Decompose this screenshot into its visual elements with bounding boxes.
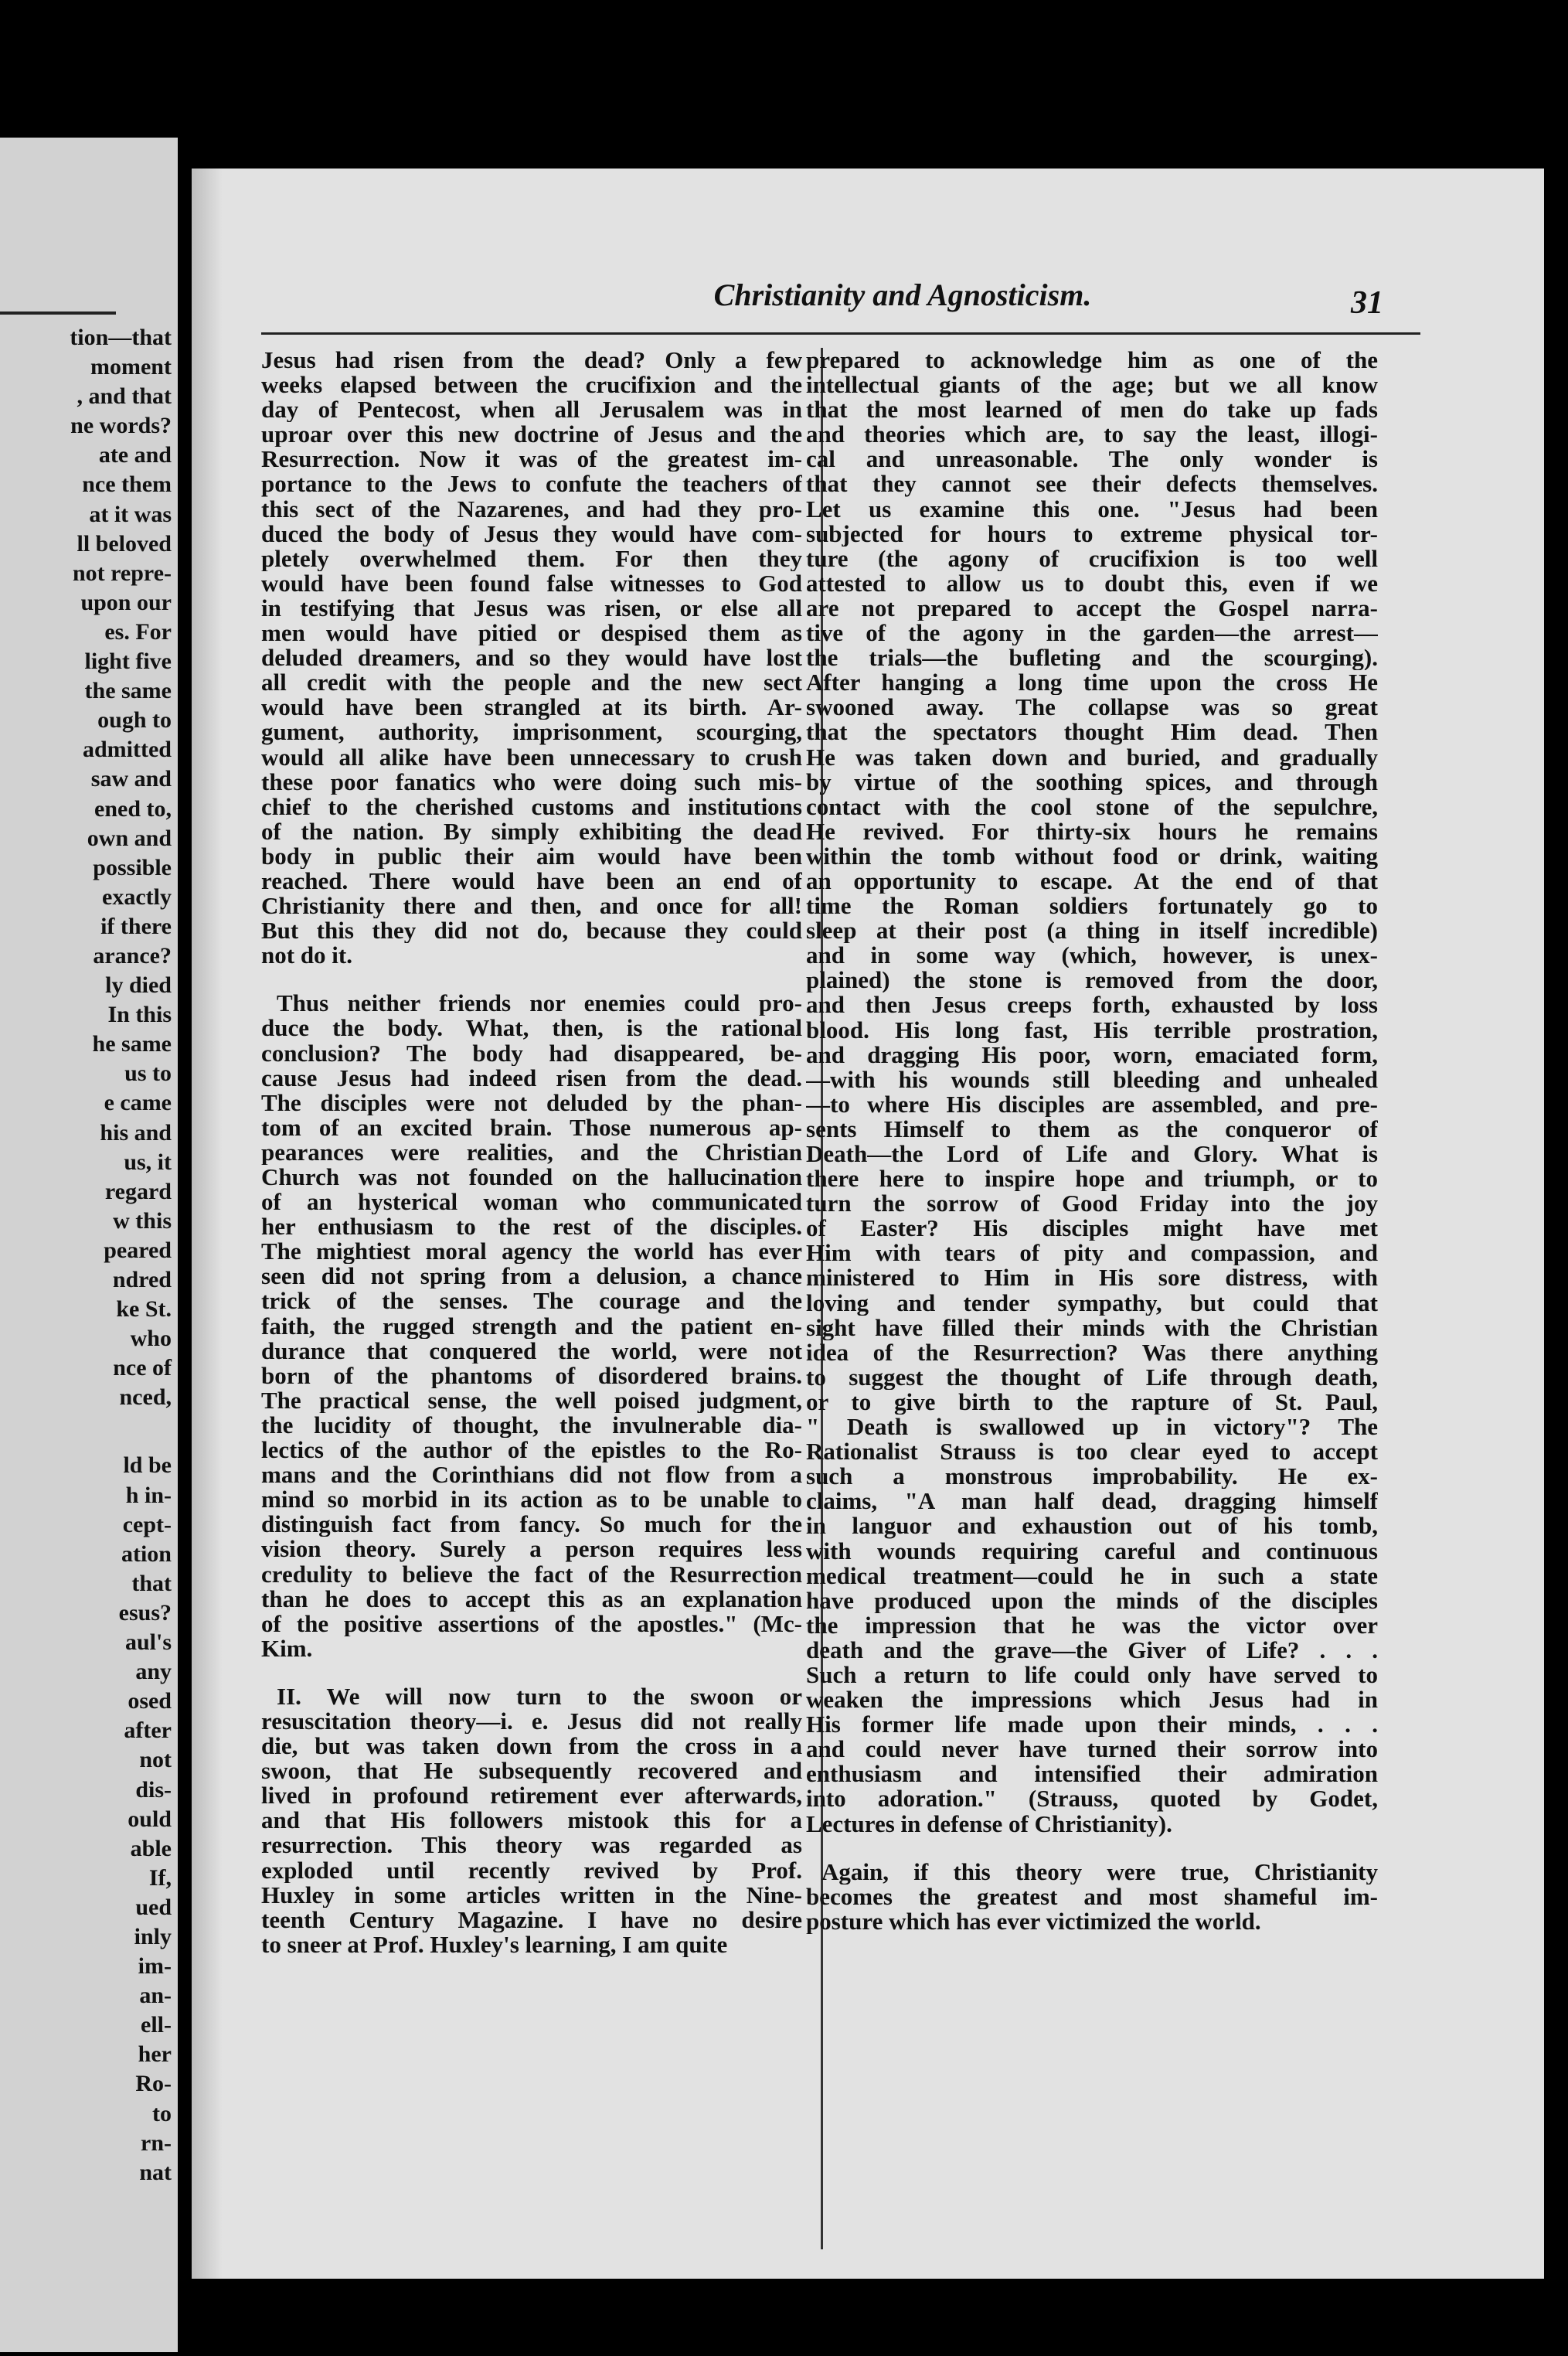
facing-page-line: nce of [113, 1355, 172, 1381]
text-line: mans and the Corinthians did not flow from a [261, 1462, 802, 1488]
text-line: sents Himself to them as the conqueror of [806, 1116, 1378, 1142]
text-line: in testifying that Jesus was risen, or else all [261, 595, 802, 621]
text-line: these poor fanatics who were doing such mis- [261, 769, 802, 795]
facing-page-line: if there [100, 913, 172, 939]
text-line: becomes the greatest and most shameful im- [806, 1884, 1378, 1909]
text-line: medical treatment—could he in such a state [806, 1563, 1378, 1588]
text-line: with wounds requiring careful and continuous [806, 1538, 1378, 1564]
text-line: duced the body of Jesus they would have com- [261, 521, 802, 546]
text-line: or to give birth to the rapture of St. Paul, [806, 1389, 1378, 1415]
book-page [192, 169, 1544, 2279]
facing-page-line: that [131, 1570, 172, 1596]
text-line: resurrection. This theory was regarded as [261, 1833, 802, 1858]
text-line: Such a return to life could only have served to [806, 1662, 1378, 1688]
text-line: plained) the stone is removed from the door, [806, 968, 1378, 993]
text-line: that the most learned of men do take up fads [806, 397, 1378, 423]
text-line: But this they did not do, because they could [261, 918, 802, 944]
facing-page-line: ough to [97, 707, 172, 734]
header-rule [261, 332, 1420, 335]
facing-page-rule [0, 312, 116, 315]
text-line: duce the body. What, then, is the rational [261, 1016, 802, 1041]
text-line: not do it. [261, 943, 352, 969]
text-line: pearances were realities, and the Christian [261, 1139, 802, 1165]
facing-page-line: , and that [77, 383, 172, 410]
text-line: and that His followers mistook this for a [261, 1808, 802, 1833]
text-line: loving and tender sympathy, but could that [806, 1290, 1378, 1316]
facing-page-line: his and [100, 1119, 172, 1146]
text-line: and could never have turned their sorrow into [806, 1737, 1378, 1762]
text-line: portance to the Jews to confute the teachers of [261, 472, 802, 497]
text-line: enthusiasm and intensified their admiration [806, 1762, 1378, 1787]
facing-page-line: who [130, 1326, 172, 1352]
text-line: that they cannot see their defects themselves. [806, 472, 1378, 497]
facing-page-line: the same [84, 678, 172, 704]
text-line: Rationalist Strauss is too clear eyed to accept [806, 1439, 1378, 1465]
facing-page-line: h in- [125, 1482, 172, 1508]
facing-page-line: ke St. [116, 1296, 172, 1323]
text-line: that the spectators thought Him dead. Then [806, 720, 1378, 745]
text-line: The mightiest moral agency the world has ever [261, 1239, 802, 1265]
facing-page-line: own and [87, 825, 172, 851]
text-line: in languor and exhaustion out of his tomb, [806, 1513, 1378, 1539]
text-line: Thus neither friends nor enemies could pro- [277, 991, 802, 1016]
text-line: uproar over this new doctrine of Jesus and the [261, 422, 802, 448]
text-line: Let us examine this one. "Jesus had been [806, 496, 1378, 522]
paragraph-gap [261, 968, 802, 991]
text-line: Death—the Lord of Life and Glory. What is [806, 1142, 1378, 1167]
facing-page-line: admitted [83, 737, 172, 763]
facing-page-line: ened to, [94, 795, 172, 822]
text-line: gument, authority, imprisonment, scourging, [261, 720, 802, 745]
text-line: such a monstrous improbability. He ex- [806, 1464, 1378, 1490]
text-line: body in public their aim would have been [261, 843, 802, 869]
text-line: After hanging a long time upon the cross He [806, 670, 1378, 696]
text-line: contact with the cool stone of the sepulchre, [806, 794, 1378, 819]
facing-page-line: exactly [102, 884, 172, 910]
text-line: of the positive assertions of the apostles." (Mc- [261, 1611, 802, 1636]
text-line: of Easter? His disciples might have met [806, 1216, 1378, 1241]
text-line: Lectures in defense of Christianity). [806, 1811, 1172, 1837]
text-line: durance that conquered the world, were not [261, 1338, 802, 1364]
facing-page-line: ell- [141, 2012, 172, 2038]
text-line: swooned away. The collapse was so great [806, 695, 1378, 720]
text-line: attested to allow us to doubt this, even if we [806, 570, 1378, 596]
facing-page-line: he same [92, 1031, 172, 1057]
text-line: sight have filled their minds with the Christian [806, 1315, 1378, 1340]
text-line: than he does to accept this as an explanation [261, 1586, 802, 1612]
text-line: there here to inspire hope and triumph, or to [806, 1166, 1378, 1192]
text-line: Him with tears of pity and compassion, and [806, 1241, 1378, 1266]
facing-page-line: ld be [123, 1452, 172, 1479]
facing-page-line: ne words? [70, 413, 172, 439]
text-line: weeks elapsed between the crucifixion and the [261, 373, 802, 398]
facing-page-line: us to [124, 1061, 172, 1087]
text-line: within the tomb without food or drink, waiting [806, 843, 1378, 869]
facing-page-line: Ro- [135, 2071, 172, 2097]
facing-page-line: ould [128, 1806, 172, 1832]
text-line: this sect of the Nazarenes, and had they pro- [261, 496, 802, 522]
text-line: II. We will now turn to the swoon or [277, 1684, 802, 1709]
facing-page-line: ly died [105, 972, 172, 999]
text-line: would have been found false witnesses to God [261, 570, 802, 596]
text-line: reached. There would have been an end of [261, 868, 802, 894]
text-line: would all alike have been unnecessary to crush [261, 744, 802, 770]
text-line: cal and unreasonable. The only wonder is [806, 447, 1378, 472]
text-line: have produced upon the minds of the disciples [806, 1588, 1378, 1613]
text-line: time the Roman soldiers fortunately go to [806, 894, 1378, 919]
text-line: Kim. [261, 1636, 313, 1661]
text-line: He revived. For thirty-six hours he remains [806, 819, 1378, 844]
text-line: distinguish fact from fancy. So much for the [261, 1512, 802, 1537]
facing-page-line: at it was [89, 501, 172, 527]
text-line: turn the sorrow of Good Friday into the joy [806, 1191, 1378, 1217]
facing-page-line: an- [139, 1983, 172, 2009]
right-column [806, 348, 1378, 1934]
facing-page-line: im- [138, 1953, 172, 1980]
text-line: tive of the agony in the garden—the arrest— [806, 621, 1378, 646]
text-line: deluded dreamers, and so they would have lost [261, 645, 802, 671]
text-line: to sneer at Prof. Huxley's learning, I am quite [261, 1932, 728, 1957]
facing-page-line: In this [107, 1002, 172, 1028]
text-line: mind so morbid in its action as to be unable to [261, 1487, 802, 1513]
text-line: The disciples were not deluded by the phan- [261, 1090, 802, 1115]
text-line: an opportunity to escape. At the end of that [806, 868, 1378, 894]
facing-page-line: able [130, 1835, 172, 1861]
text-line: and dragging His poor, worn, emaciated form, [806, 1042, 1378, 1067]
facing-page-line: her [138, 2041, 172, 2068]
text-line: intellectual giants of the age; but we all know [806, 373, 1378, 398]
facing-page-line: tion—that [70, 325, 172, 350]
facing-page-line: cept- [122, 1511, 172, 1537]
text-line: the trials—the bufleting and the scourging). [806, 645, 1378, 671]
text-line: faith, the rugged strength and the patient en- [261, 1313, 802, 1339]
facing-page-line: not repre- [72, 560, 172, 586]
facing-page-text [17, 323, 172, 2187]
facing-page-line: ued [135, 1894, 172, 1920]
text-line: the lucidity of thought, the invulnerable dia- [261, 1412, 802, 1438]
facing-page-line: nce them [82, 472, 172, 498]
text-line: Resurrection. Now it was of the greatest im- [261, 447, 802, 472]
text-line: teenth Century Magazine. I have no desire [261, 1907, 802, 1932]
text-line: are not prepared to accept the Gospel narra- [806, 595, 1378, 621]
facing-page-line: possible [93, 854, 172, 880]
text-line: " Death is swallowed up in victory"? The [806, 1415, 1378, 1440]
facing-page-line: ndred [112, 1267, 172, 1292]
text-line: prepared to acknowledge him as one of the [806, 348, 1378, 373]
text-line: of an hysterical woman who communicated [261, 1190, 802, 1215]
text-line: cause Jesus had indeed risen from the dead. [261, 1065, 802, 1091]
left-column [261, 348, 802, 1957]
text-line: sleep at their post (a thing in itself incredible) [806, 918, 1378, 944]
facing-page-line: rn- [141, 2130, 172, 2156]
text-line: and then Jesus creeps forth, exhausted by loss [806, 992, 1378, 1018]
facing-page-line: inly [134, 1923, 172, 1949]
facing-page-line: arance? [93, 942, 172, 969]
facing-page-line: nat [139, 2159, 172, 2185]
text-line: swoon, that He subsequently recovered and [261, 1758, 802, 1784]
facing-page-line: to [152, 2100, 172, 2126]
text-line: —with his wounds still bleeding and unhealed [806, 1067, 1378, 1092]
text-line: and theories which are, to say the least, illogi- [806, 422, 1378, 448]
text-line: posture which has ever victimized the world. [806, 1908, 1261, 1934]
text-line: day of Pentecost, when all Jerusalem was in [261, 397, 802, 423]
text-line: chief to the cherished customs and institutions [261, 794, 802, 819]
paragraph-gap [261, 1661, 802, 1684]
text-line: pletely overwhelmed them. For then they [261, 546, 802, 571]
text-line: into adoration." (Strauss, quoted by Godet, [806, 1786, 1378, 1812]
text-line: Christianity there and then, and once for all! [261, 894, 802, 919]
page-number: 31 [1351, 285, 1383, 321]
text-line: Jesus had risen from the dead? Only a few [261, 348, 802, 373]
text-line: vision theory. Surely a person requires less [261, 1537, 802, 1562]
facing-page-line: nced, [119, 1384, 172, 1411]
facing-page-line: any [135, 1659, 172, 1685]
paragraph-gap [806, 1837, 1378, 1860]
text-line: and in some way (which, however, is unex- [806, 943, 1378, 969]
text-line: idea of the Resurrection? Was there anything [806, 1340, 1378, 1365]
text-line: subjected for hours to extreme physical tor- [806, 521, 1378, 546]
paragraph-gap [17, 1412, 172, 1451]
facing-page-line: osed [128, 1688, 172, 1714]
facing-page-line: not [139, 1747, 172, 1773]
text-line: —to where His disciples are assembled, and pre- [806, 1091, 1378, 1117]
text-line: blood. His long fast, His terrible prostration, [806, 1017, 1378, 1043]
text-line: credulity to believe the fact of the Resurrection [261, 1561, 802, 1587]
text-line: all credit with the people and the new sect [261, 670, 802, 696]
text-line: ministered to Him in His sore distress, with [806, 1265, 1378, 1291]
facing-page-line: e came [104, 1090, 172, 1116]
facing-page-line: light five [84, 649, 172, 675]
text-line: would have been strangled at its birth. Ar- [261, 695, 802, 720]
text-line: death and the grave—the Giver of Life? . . . [806, 1637, 1378, 1663]
text-line: of the nation. By simply exhibiting the dead [261, 819, 802, 844]
text-line: die, but was taken down from the cross in a [261, 1734, 802, 1759]
text-line: weaken the impressions which Jesus had in [806, 1687, 1378, 1713]
text-line: seen did not spring from a delusion, a chance [261, 1264, 802, 1289]
facing-page-line: ation [121, 1541, 172, 1567]
facing-page-line: ate and [98, 442, 172, 468]
text-line: Again, if this theory were true, Christianity [821, 1859, 1378, 1884]
text-line: claims, "A man half dead, dragging himself [806, 1489, 1378, 1514]
facing-page-line: aul's [124, 1629, 172, 1656]
text-line: men would have pitied or despised them as [261, 621, 802, 646]
text-line: lived in profound retirement ever afterwards, [261, 1783, 802, 1809]
text-line: by virtue of the soothing spices, and through [806, 769, 1378, 795]
text-line: He was taken down and buried, and gradually [806, 744, 1378, 770]
text-line: conclusion? The body had disappeared, be- [261, 1040, 802, 1066]
facing-page-line: es. For [104, 618, 172, 645]
facing-page-line: If, [148, 1864, 172, 1891]
facing-page-line: us, it [124, 1149, 172, 1175]
facing-page-fragment [0, 138, 178, 2352]
facing-page-line: ll beloved [77, 530, 172, 557]
text-line: resuscitation theory—i. e. Jesus did not really [261, 1708, 802, 1735]
facing-page-line: moment [90, 354, 172, 380]
text-line: His former life made upon their minds, . . . [806, 1712, 1378, 1738]
text-line: lectics of the author of the epistles to the Ro- [261, 1438, 802, 1463]
text-line: tom of an excited brain. Those numerous ap- [261, 1115, 802, 1140]
text-line: born of the phantoms of disordered brains. [261, 1363, 802, 1388]
facing-page-line: upon our [80, 589, 172, 615]
text-line: trick of the senses. The courage and the [261, 1289, 802, 1314]
facing-page-line: esus? [118, 1599, 172, 1626]
text-line: ture (the agony of crucifixion is too well [806, 546, 1378, 571]
text-line: Huxley in some articles written in the Nine- [261, 1882, 802, 1908]
facing-page-line: peared [104, 1237, 172, 1263]
facing-page-line: w this [113, 1207, 172, 1234]
facing-page-line: regard [104, 1178, 172, 1204]
text-line: to suggest the thought of Life through death, [806, 1364, 1378, 1390]
text-line: exploded until recently revived by Prof. [261, 1857, 802, 1883]
facing-page-line: dis- [135, 1776, 172, 1803]
facing-page-line: saw and [90, 766, 172, 792]
text-line: The practical sense, the well poised judgment, [261, 1387, 802, 1413]
facing-page-line: after [124, 1718, 172, 1744]
running-title: Christianity and Agnosticism. [713, 277, 1092, 312]
text-line: the impression that he was the victor over [806, 1612, 1378, 1638]
text-line: her enthusiasm to the rest of the disciples. [261, 1214, 802, 1240]
text-line: Church was not founded on the hallucination [261, 1165, 802, 1190]
